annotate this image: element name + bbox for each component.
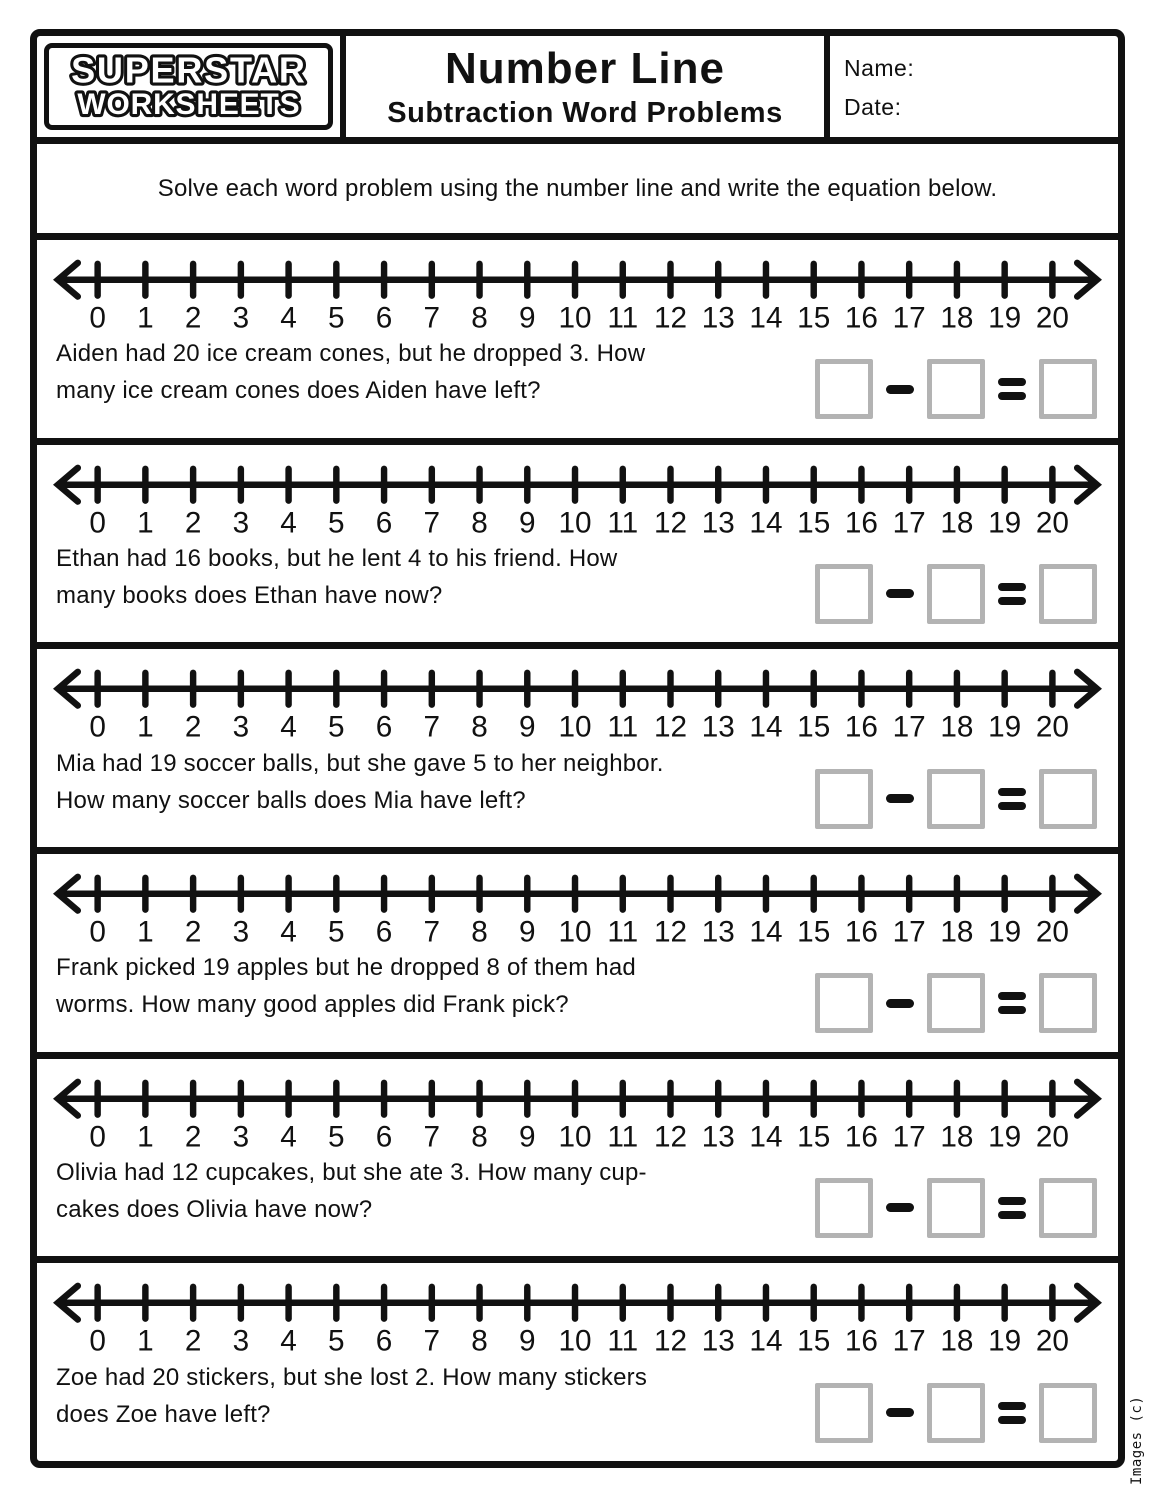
tick-label: 8 [471,710,488,743]
tick-label: 19 [988,710,1022,743]
tick-label: 10 [558,506,592,538]
tick-label: 8 [471,1324,488,1357]
tick-label: 4 [280,1120,297,1152]
problem-section [37,240,1118,445]
logo-line1: SUPERSTAR [70,49,307,91]
difference-box[interactable] [1039,359,1097,419]
tick-label: 14 [749,301,783,334]
number-line [46,1069,1109,1152]
minuend-box[interactable] [815,973,873,1033]
tick-label: 14 [749,1324,783,1357]
tick-label: 5 [328,710,345,743]
tick-label: 2 [184,915,202,948]
subtrahend-box[interactable] [927,1178,985,1238]
subtrahend-box[interactable] [927,564,985,624]
name-row [844,50,1108,82]
tick-label: 9 [519,710,536,743]
tick-label: 0 [89,301,106,334]
tick-label: 11 [607,915,639,948]
tick-label: 20 [1035,1120,1069,1152]
tick-label: 17 [892,1120,926,1152]
tick-label: 18 [940,301,974,334]
problem-text [56,1154,815,1238]
tick-label: 7 [423,710,441,743]
minuend-box[interactable] [815,1383,873,1443]
tick-label: 10 [558,915,592,948]
tick-label: 12 [653,301,688,334]
number-line [46,659,1109,742]
date-label: Date: [844,94,902,120]
superstar-worksheets-logo [44,43,333,130]
tick-label: 18 [940,710,974,743]
tick-label: 2 [184,1120,202,1152]
minuend-box[interactable] [815,1178,873,1238]
problem-section [37,1059,1118,1264]
tick-label: 6 [375,915,393,948]
name-input-area[interactable] [914,50,1108,76]
tick-label: 4 [280,915,297,948]
minus-sign-icon [886,1203,914,1212]
tick-label: 19 [988,506,1022,538]
date-row [844,89,1108,121]
number-line [46,455,1109,538]
tick-label: 7 [423,506,441,538]
tick-label: 10 [558,710,592,743]
tick-label: 9 [519,1120,536,1152]
tick-label: 17 [892,1324,926,1357]
tick-label: 3 [232,1324,250,1357]
tick-label: 1 [137,1324,154,1357]
tick-label: 11 [607,506,639,538]
tick-label: 2 [184,506,202,538]
tick-label: 15 [797,301,831,334]
tick-label: 15 [797,915,831,948]
tick-label: 13 [701,1324,735,1357]
tick-label: 20 [1035,1324,1069,1357]
problem-line: Ethan had 16 books, but he lent 4 to his friend. How [56,544,618,572]
problem-line: Aiden had 20 ice cream cones, but he dropped 3. How [56,340,646,368]
tick-label: 2 [184,1324,202,1357]
tick-label: 19 [988,301,1022,334]
equation [815,1383,1097,1443]
tick-label: 8 [471,301,488,334]
tick-label: 15 [797,1120,831,1152]
problem-text [56,335,815,419]
problem-line: Frank picked 19 apples but he dropped 8 of them had [56,954,636,982]
tick-label: 3 [232,506,250,538]
difference-box[interactable] [1039,564,1097,624]
name-label: Name: [844,55,915,81]
problem-line: Olivia had 12 cupcakes, but she ate 3. How many cup- [56,1158,647,1186]
equals-sign-icon [998,583,1026,605]
problem-text [56,1359,815,1443]
problem-text [56,540,815,624]
tick-label: 0 [89,710,106,743]
problem-line: many books does Ethan have now? [56,581,443,609]
equation [815,769,1097,829]
title-cell [346,36,830,137]
tick-label: 12 [653,1324,688,1357]
tick-label: 17 [892,915,926,948]
problem-line: cakes does Olivia have now? [56,1195,373,1223]
tick-label: 1 [137,506,154,538]
tick-label: 11 [607,1324,639,1357]
tick-label: 13 [701,1120,735,1152]
tick-label: 8 [471,1120,488,1152]
tick-label: 3 [232,915,250,948]
instructions: Solve each word problem using the number line and write the equation below. [37,144,1118,240]
tick-label: 5 [328,1120,345,1152]
difference-box[interactable] [1039,1178,1097,1238]
problem-section [37,854,1118,1059]
page-title: Number Line [445,43,725,93]
number-line [46,1273,1109,1356]
equation [815,564,1097,624]
tick-label: 9 [519,506,536,538]
tick-label: 7 [423,301,441,334]
tick-label: 20 [1035,710,1069,743]
tick-label: 8 [471,506,488,538]
number-line [46,864,1109,947]
difference-box[interactable] [1039,973,1097,1033]
tick-label: 14 [749,1120,783,1152]
tick-label: 5 [328,506,345,538]
problem-text [56,745,815,829]
subtrahend-box[interactable] [927,769,985,829]
tick-label: 12 [653,710,688,743]
tick-label: 0 [89,506,106,538]
date-input-area[interactable] [901,89,1108,115]
difference-box[interactable] [1039,769,1097,829]
tick-label: 12 [653,915,688,948]
tick-label: 13 [701,301,735,334]
tick-label: 13 [701,915,735,948]
tick-label: 7 [423,1324,441,1357]
tick-label: 16 [844,915,878,948]
problem-line: many ice cream cones does Aiden have left? [56,377,541,405]
tick-label: 13 [701,506,735,538]
tick-label: 16 [844,1324,878,1357]
tick-label: 20 [1035,301,1069,334]
minus-sign-icon [886,999,914,1008]
tick-label: 19 [988,1324,1022,1357]
tick-label: 9 [519,301,536,334]
tick-label: 7 [423,915,441,948]
equals-sign-icon [998,378,1026,400]
image-credit: Images (c) [1129,1395,1145,1485]
tick-label: 17 [892,301,926,334]
tick-label: 14 [749,506,783,538]
minuend-box[interactable] [815,769,873,829]
minus-sign-icon [886,589,914,598]
tick-label: 18 [940,1324,974,1357]
equation [815,973,1097,1033]
problem-line: does Zoe have left? [56,1400,271,1428]
name-date-panel [830,36,1118,137]
worksheet-page [30,29,1125,1468]
subtrahend-box[interactable] [927,1383,985,1443]
tick-label: 18 [940,506,974,538]
problem-section [37,649,1118,854]
subtrahend-box[interactable] [927,359,985,419]
tick-label: 11 [607,1120,639,1152]
tick-label: 6 [375,301,393,334]
tick-label: 4 [280,301,297,334]
equation [815,359,1097,419]
tick-label: 16 [844,710,878,743]
tick-label: 1 [137,1120,154,1152]
minus-sign-icon [886,385,914,394]
tick-label: 7 [423,1120,441,1152]
problem-line: Zoe had 20 stickers, but she lost 2. How many stickers [56,1363,648,1391]
tick-label: 20 [1035,915,1069,948]
tick-label: 18 [940,915,974,948]
tick-label: 5 [328,915,345,948]
tick-label: 11 [607,301,639,334]
tick-label: 0 [89,1324,106,1357]
difference-box[interactable] [1039,1383,1097,1443]
page-subtitle: Subtraction Word Problems [387,96,783,129]
tick-label: 16 [844,1120,878,1152]
tick-label: 0 [89,1120,106,1152]
minus-sign-icon [886,794,914,803]
tick-label: 12 [653,1120,688,1152]
tick-label: 15 [797,506,831,538]
tick-label: 9 [519,915,536,948]
tick-label: 4 [280,710,297,743]
logo-line2: WORKSHEETS [76,87,301,121]
tick-label: 17 [892,506,926,538]
tick-label: 10 [558,301,592,334]
equals-sign-icon [998,992,1026,1014]
tick-label: 17 [892,710,926,743]
tick-label: 6 [375,506,393,538]
tick-label: 13 [701,710,735,743]
problem-text [56,949,815,1033]
minus-sign-icon [886,1408,914,1417]
tick-label: 15 [797,710,831,743]
tick-label: 19 [988,1120,1022,1152]
problem-section [37,445,1118,650]
tick-label: 6 [375,1120,393,1152]
tick-label: 12 [653,506,688,538]
tick-label: 10 [558,1324,592,1357]
tick-label: 14 [749,915,783,948]
tick-label: 8 [471,915,488,948]
tick-label: 15 [797,1324,831,1357]
tick-label: 3 [232,710,250,743]
minuend-box[interactable] [815,359,873,419]
tick-label: 9 [519,1324,536,1357]
logo-bubble-text-icon [55,50,323,124]
minuend-box[interactable] [815,564,873,624]
tick-label: 3 [232,301,250,334]
tick-label: 5 [328,1324,345,1357]
equals-sign-icon [998,788,1026,810]
equation [815,1178,1097,1238]
tick-label: 16 [844,301,878,334]
tick-label: 5 [328,301,345,334]
number-line [46,250,1109,333]
tick-label: 16 [844,506,878,538]
tick-label: 19 [988,915,1022,948]
tick-label: 18 [940,1120,974,1152]
header [37,36,1118,144]
tick-label: 11 [607,710,639,743]
tick-label: 20 [1035,506,1069,538]
logo-cell [37,36,346,137]
tick-label: 6 [375,1324,393,1357]
equals-sign-icon [998,1402,1026,1424]
tick-label: 4 [280,506,297,538]
equals-sign-icon [998,1197,1026,1219]
problem-line: worms. How many good apples did Frank pick? [56,991,569,1019]
tick-label: 10 [558,1120,592,1152]
tick-label: 1 [137,301,154,334]
problem-line: Mia had 19 soccer balls, but she gave 5 to her neighbor. [56,749,664,777]
tick-label: 6 [375,710,393,743]
tick-label: 2 [184,710,202,743]
tick-label: 4 [280,1324,297,1357]
tick-label: 0 [89,915,106,948]
tick-label: 2 [184,301,202,334]
tick-label: 1 [137,710,154,743]
problem-section [37,1263,1118,1461]
tick-label: 1 [137,915,154,948]
problem-line: How many soccer balls does Mia have left? [56,786,526,814]
tick-label: 3 [232,1120,250,1152]
tick-label: 14 [749,710,783,743]
subtrahend-box[interactable] [927,973,985,1033]
